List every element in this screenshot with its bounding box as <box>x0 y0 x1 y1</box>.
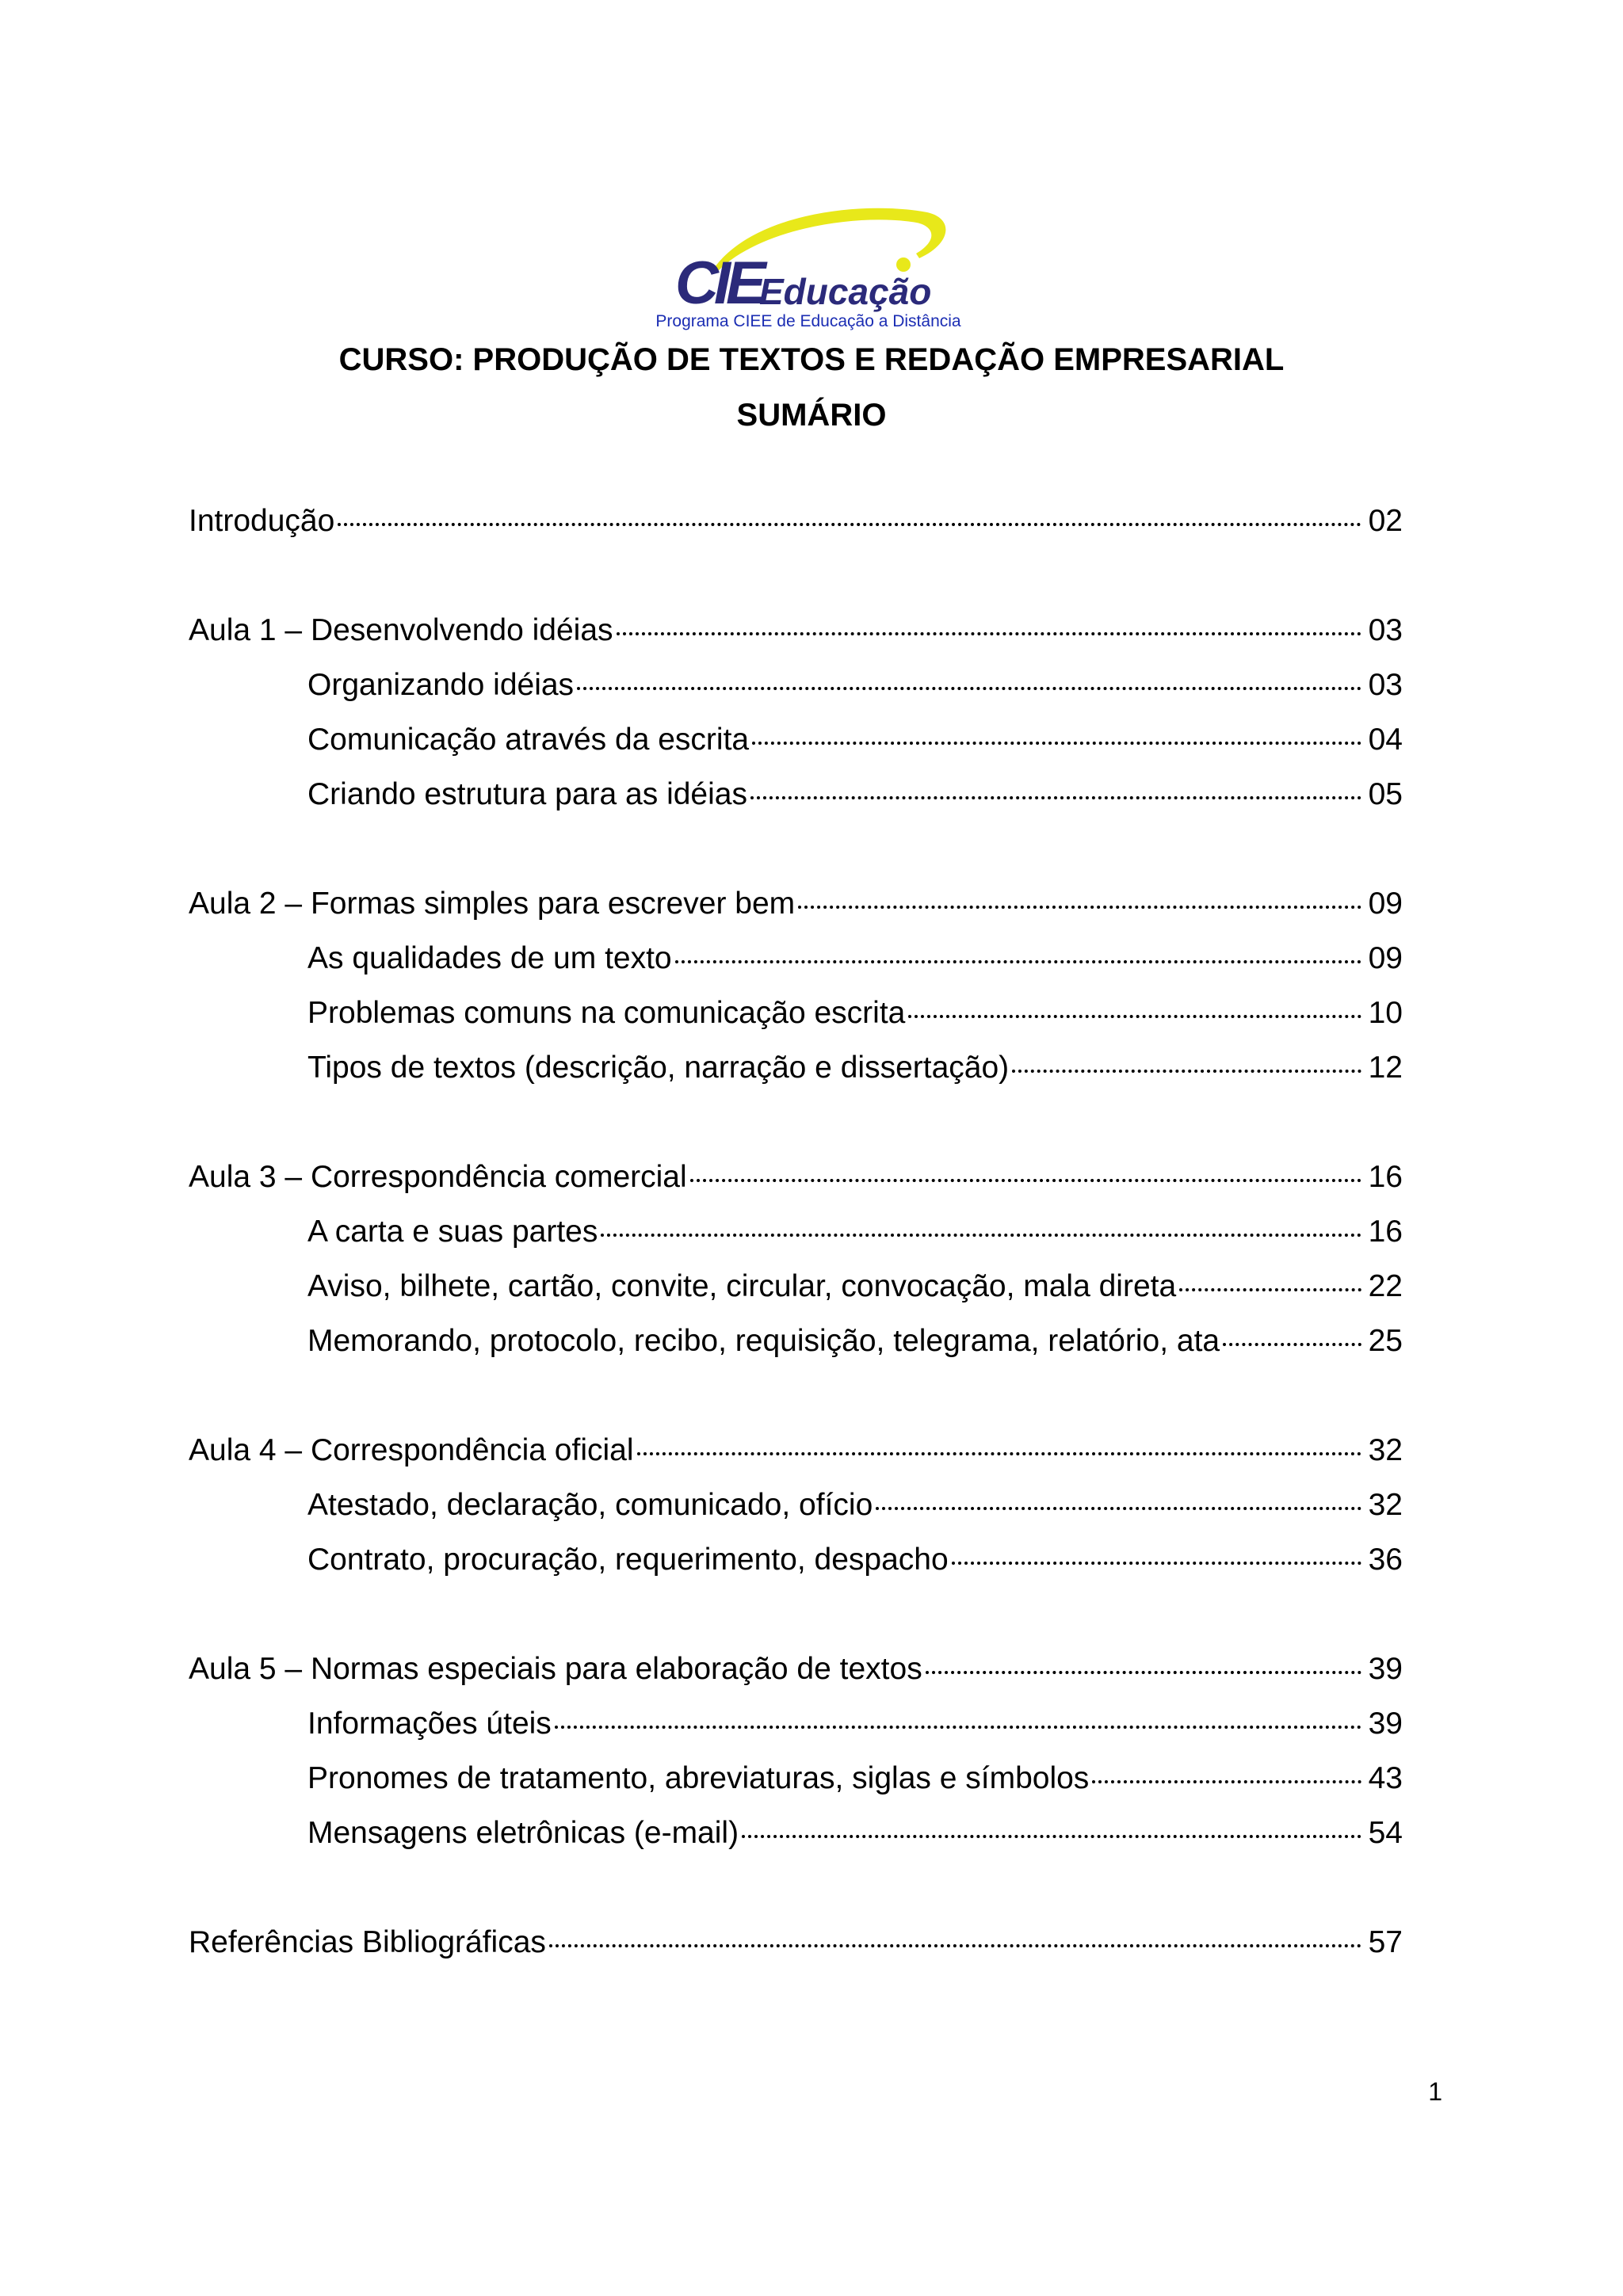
toc-dot-leader <box>742 1835 1361 1838</box>
toc-entry-title: Organizando idéias <box>307 668 575 702</box>
toc-dot-leader <box>1012 1070 1361 1073</box>
toc-dot-leader <box>675 960 1361 963</box>
toc-entry-title: Mensagens eletrônicas (e-mail) <box>307 1816 739 1850</box>
toc-entry-title: Referências Bibliográficas <box>189 1925 546 1959</box>
toc-dot-leader <box>952 1562 1361 1565</box>
summary-title: SUMÁRIO <box>736 398 887 433</box>
toc-subentry <box>307 1269 1403 1312</box>
toc-entry <box>189 1160 1403 1203</box>
toc-entry-page: 02 <box>1368 504 1403 538</box>
toc-dot-leader <box>555 1726 1361 1729</box>
toc-subentry <box>307 777 1403 820</box>
toc-subentry <box>307 1543 1403 1585</box>
toc-dot-leader <box>752 742 1361 745</box>
toc-subentry <box>307 1816 1403 1859</box>
toc-entry-page: 16 <box>1368 1215 1403 1249</box>
toc-dot-leader <box>908 1015 1361 1018</box>
toc-entry-title: Aviso, bilhete, cartão, convite, circular, convocação, mala direta <box>307 1269 1177 1303</box>
toc-entry-title: A carta e suas partes <box>307 1215 598 1249</box>
toc-entry-page: 04 <box>1368 723 1403 757</box>
logo-wordmark: Educação <box>759 271 932 312</box>
toc-entry-title: Aula 3 – Correspondência comercial <box>189 1160 687 1194</box>
toc-entry <box>189 887 1403 929</box>
toc-dot-leader <box>798 906 1361 909</box>
toc-subentry <box>307 941 1403 984</box>
toc-dot-leader <box>338 523 1361 526</box>
toc-dot-leader <box>549 1944 1361 1947</box>
toc-entry-page: 32 <box>1368 1433 1403 1467</box>
toc-entry <box>189 613 1403 656</box>
toc-entry-title: Informações úteis <box>307 1707 552 1741</box>
toc-entry-title: Aula 4 – Correspondência oficial <box>189 1433 634 1467</box>
toc-dot-leader <box>601 1234 1361 1237</box>
toc-entry-page: 03 <box>1368 613 1403 647</box>
toc-entry <box>189 1652 1403 1695</box>
toc-entry-title: Comunicação através da escrita <box>307 723 750 757</box>
toc-entry-page: 39 <box>1368 1652 1403 1686</box>
toc-entry <box>189 1433 1403 1476</box>
toc-entry <box>189 504 1403 547</box>
toc-subentry <box>307 723 1403 765</box>
toc-entry-title: Problemas comuns na comunicação escrita <box>307 996 906 1030</box>
toc-entry-page: 03 <box>1368 668 1403 702</box>
toc-entry-page: 25 <box>1368 1324 1403 1358</box>
toc-entry-page: 09 <box>1368 887 1403 921</box>
toc-subentry <box>307 1761 1403 1804</box>
toc-subentry <box>307 1707 1403 1749</box>
toc-entry-page: 57 <box>1368 1925 1403 1959</box>
course-title: CURSO: PRODUÇÃO DE TEXTOS E REDAÇÃO EMPRESARIAL <box>338 342 1285 377</box>
toc-dot-leader <box>750 796 1361 799</box>
logo-subtitle: Programa CIEE de Educação a Distância <box>655 312 961 330</box>
toc-entry-title: Atestado, declaração, comunicado, ofício <box>307 1488 873 1522</box>
toc-entry-page: 12 <box>1368 1051 1403 1085</box>
toc-entry-title: As qualidades de um texto <box>307 941 672 975</box>
toc-entry-title: Aula 1 – Desenvolvendo idéias <box>189 613 613 647</box>
toc-subentry <box>307 1215 1403 1257</box>
toc-dot-leader <box>617 632 1361 635</box>
toc-entry-page: 32 <box>1368 1488 1403 1522</box>
toc-entry-page: 39 <box>1368 1707 1403 1741</box>
toc-entry-page: 05 <box>1368 777 1403 811</box>
toc-entry-title: Pronomes de tratamento, abreviaturas, siglas e símbolos <box>307 1761 1090 1795</box>
toc-dot-leader <box>1092 1780 1361 1783</box>
toc-entry-title: Tipos de textos (descrição, narração e dissertação) <box>307 1051 1010 1085</box>
toc-dot-leader <box>637 1452 1361 1455</box>
toc-subentry <box>307 1488 1403 1531</box>
toc-entry-title: Aula 5 – Normas especiais para elaboração de textos <box>189 1652 922 1686</box>
toc-dot-leader <box>577 687 1361 690</box>
toc-entry-title: Contrato, procuração, requerimento, despacho <box>307 1543 949 1577</box>
toc-dot-leader <box>876 1507 1361 1510</box>
logo-mark: CIE <box>675 250 762 317</box>
toc-entry-page: 43 <box>1368 1761 1403 1795</box>
toc-entry-title: Memorando, protocolo, recibo, requisição, telegrama, relatório, ata <box>307 1324 1220 1358</box>
toc-entry-page: 16 <box>1368 1160 1403 1194</box>
toc-dot-leader <box>1223 1343 1361 1346</box>
toc-entry-page: 09 <box>1368 941 1403 975</box>
toc-subentry <box>307 1051 1403 1093</box>
toc-entry-title: Criando estrutura para as idéias <box>307 777 747 811</box>
toc-subentry <box>307 1324 1403 1367</box>
toc-subentry <box>307 668 1403 711</box>
toc-entry-page: 22 <box>1368 1269 1403 1303</box>
toc-dot-leader <box>690 1179 1361 1182</box>
toc-subentry <box>307 996 1403 1039</box>
page-number: 1 <box>1428 2077 1442 2106</box>
toc-entry-title: Aula 2 – Formas simples para escrever bem <box>189 887 796 921</box>
toc-entry-title: Introdução <box>189 504 335 538</box>
toc-entry-page: 10 <box>1368 996 1403 1030</box>
toc-dot-leader <box>1179 1288 1361 1291</box>
toc-entry-page: 54 <box>1368 1816 1403 1850</box>
toc-entry-page: 36 <box>1368 1543 1403 1577</box>
toc-entry <box>189 1925 1403 1968</box>
toc-dot-leader <box>926 1671 1361 1674</box>
